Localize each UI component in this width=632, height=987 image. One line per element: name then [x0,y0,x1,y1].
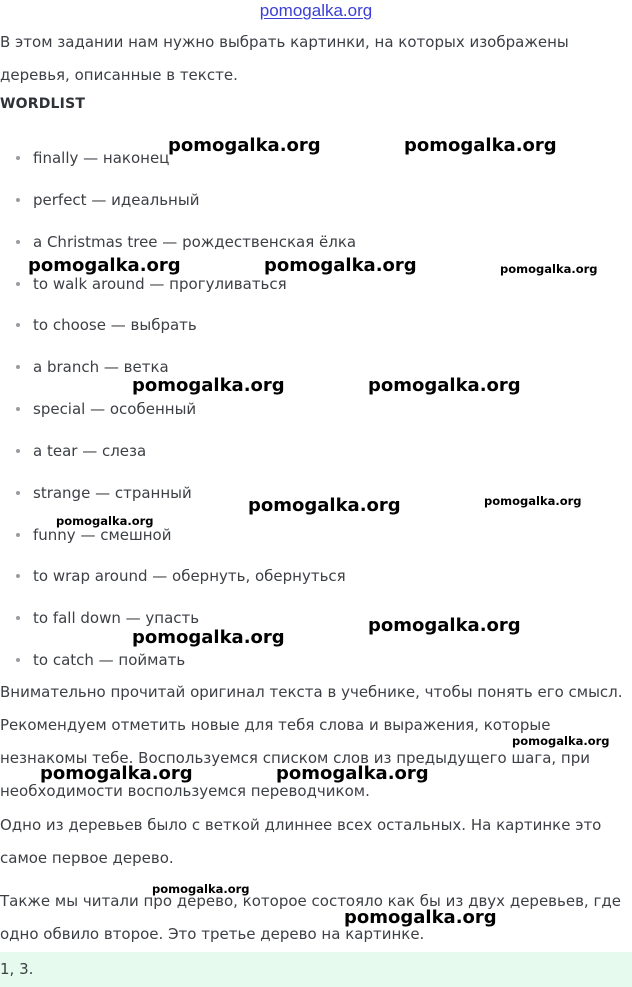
watermark-text: pomogalka.org [28,255,181,276]
wordlist-item: a tear — слеза [33,439,146,463]
watermark-text: pomogalka.org [56,514,154,528]
wordlist-item: finally — наконец [33,146,169,170]
site-watermark-link[interactable]: pomogalka.org [259,1,373,20]
tree-one-paragraph: Одно из деревьев было с веткой длиннее всех остальных. На картинке это самое первое дерево. [0,816,602,867]
watermark-text: pomogalka.org [368,615,521,636]
watermark-text: pomogalka.org [248,495,401,516]
wordlist-item: a Christmas tree — рождественская ёлка [33,230,356,254]
watermark-text: pomogalka.org [40,763,193,784]
watermark-text: pomogalka.org [404,135,557,156]
wordlist-item: to fall down — упасть [33,606,199,630]
watermark-text: pomogalka.org [512,734,610,748]
wordlist-item: perfect — идеальный [33,188,199,212]
read-paragraph: Внимательно прочитай оригинал текста в учебнике, чтобы понять его смысл. [0,683,623,701]
wordlist-item: to walk around — прогуливаться [33,272,287,296]
wordlist-item: funny — смешной [33,523,171,547]
watermark-text: pomogalka.org [152,882,250,896]
watermark-text: pomogalka.org [168,135,321,156]
recommend-paragraph: Рекомендуем отметить новые для тебя слова и выражения, которые незнакомы тебе. Воспользуемся списком слов из предыдущего шага, при необходимости воспользуемся переводчиком. [0,716,591,800]
watermark-text: pomogalka.org [132,375,285,396]
watermark-text: pomogalka.org [276,763,429,784]
wordlist-item: to choose — выбрать [33,313,197,337]
watermark-text: pomogalka.org [132,627,285,648]
watermark-text: pomogalka.org [500,262,598,276]
wordlist-item: to wrap around — обернуть, обернуться [33,564,346,588]
watermark-text: pomogalka.org [484,494,582,508]
watermark-text: pomogalka.org [344,907,497,928]
wordlist-heading: WORDLIST [0,96,86,112]
watermark-text: pomogalka.org [368,375,521,396]
wordlist-item: a branch — ветка [33,355,169,379]
wordlist-item: strange — странный [33,481,192,505]
watermark-text: pomogalka.org [264,255,417,276]
wordlist-item: special — особенный [33,397,196,421]
answer-box: 1, 3. [0,952,632,987]
tree-three-paragraph: Также мы читали про дерево, которое состояло как бы из двух деревьев, где одно обвило второе. Это третье дерево на картинке. [0,892,621,943]
intro-paragraph: В этом задании нам нужно выбрать картинки, на которых изображены деревья, описанные в тексте. [0,33,569,84]
wordlist-item: to catch — поймать [33,648,185,672]
